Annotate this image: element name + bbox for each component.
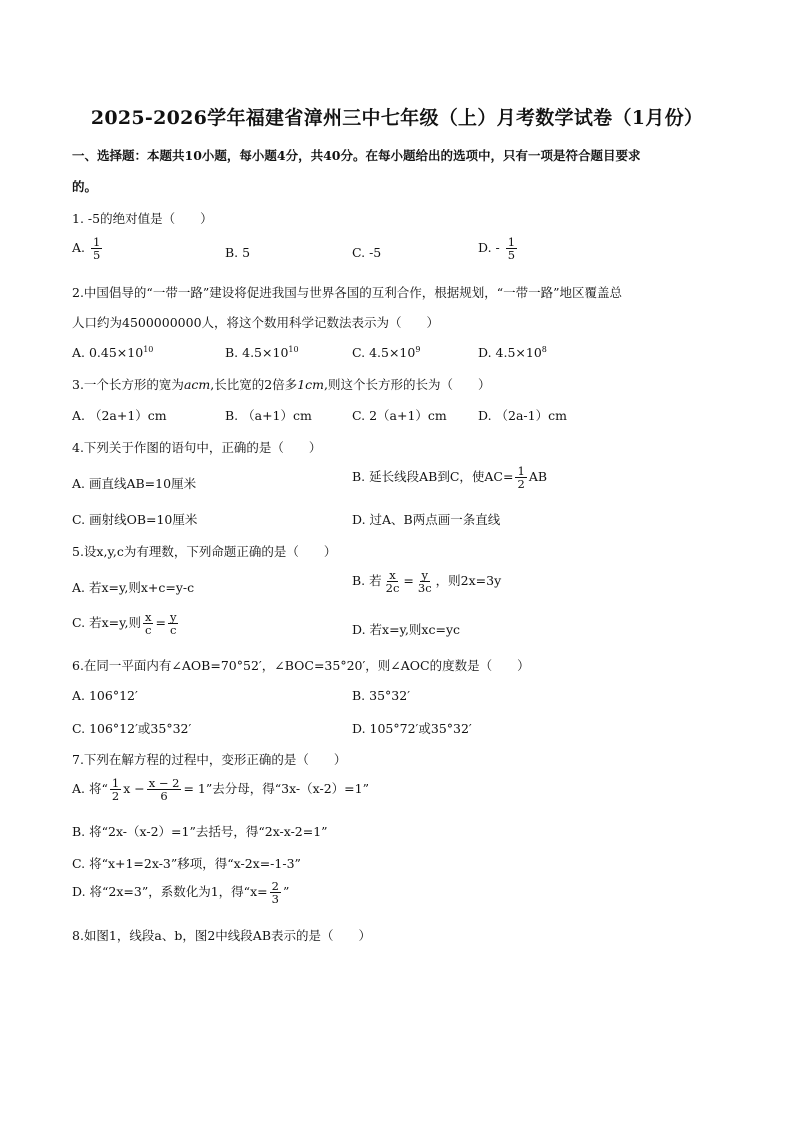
q2-b-exp: 10 [288,344,299,354]
q5-c-frac1 [143,611,154,636]
q2-b-text: B. 4.5×10 [225,345,289,360]
q7-a-d2: 6 [160,789,168,804]
q3-option-b: B. （a+1）cm [225,408,312,423]
q5-b-d1: 2c [385,581,400,596]
q1-a-num: 1 [93,235,101,249]
question-4-stem: 4.下列关于作图的语句中，正确的是（ ） [72,440,322,455]
q7-option-c: C. 将“x+1=2x-3”移项，得“x-2x=-1-3” [72,856,301,871]
q5-b-frac1 [384,569,402,594]
q5-c-pre: C. 若x=y,则 [72,615,141,631]
question-2-stem-line2: 人口约为4500000000人，将这个数用科学记数法表示为（ ） [72,315,440,330]
q5-option-a: A. 若x=y,则x+c=y-c [72,580,195,595]
q7-d-pre: D. 将“2x=3”，系数化为1，得“x= [72,884,268,900]
q1-option-d [478,236,519,261]
q2-a-exp: 10 [143,344,154,354]
q2-option-a [72,345,153,360]
q2-c-text: C. 4.5×10 [352,345,416,360]
q5-b-n1: x [389,568,396,582]
q3-stem-part-a: 3.一个长方形的宽为 [72,377,184,392]
q4-option-a: A. 画直线AB=10厘米 [72,476,197,491]
q4-option-c: C. 画射线OB=10厘米 [72,512,198,527]
q3-option-c: C. 2（a+1）cm [352,408,447,423]
q3-stem-unit: 1cm [297,377,324,392]
q5-b-n2: y [421,568,429,582]
q4-b-fraction [515,465,526,490]
q5-c-n1: x [144,610,152,624]
q7-d-den: 3 [271,892,279,907]
q6-option-d: D. 105°72′或35°32′ [352,721,472,736]
q1-option-a [72,236,104,261]
q6-option-a: A. 106°12′ [72,688,138,703]
q2-d-text: D. 4.5×10 [478,345,542,360]
q7-d-fraction [270,880,281,905]
q2-a-text: A. 0.45×10 [72,345,144,360]
question-1-stem: 1. -5的绝对值是（ ） [72,211,213,226]
q4-b-num: 1 [517,464,525,478]
section-heading-line1: 一、选择题：本题共10小题，每小题4分，共40分。在每小题给出的选项中，只有一项是符合题目要求 [72,148,641,163]
q4-option-b [352,465,547,490]
q2-option-d [478,345,547,360]
q5-option-b [352,569,501,594]
q5-b-frac2 [416,569,434,594]
q5-b-d2: 3c [417,581,432,596]
q3-stem-part-b: ,长比宽的2倍多 [210,377,298,392]
question-6-stem: 6.在同一平面内有∠AOB=70°52′，∠BOC=35°20′，则∠AOC的度数是（ ） [72,658,530,673]
q7-a-frac1 [110,777,121,802]
q1-option-c: C. -5 [352,245,382,260]
q5-b-post: ，则2x=3y [435,573,502,589]
q7-a-mid: x − [123,781,145,797]
q3-stem-part-c: ,则这个长方形的长为（ ） [324,377,491,392]
q5-option-c [72,611,180,636]
q7-d-post: ” [282,884,290,900]
q7-a-pre: A. 将“ [72,781,108,797]
question-5-stem: 5.设x,y,c为有理数，下列命题正确的是（ ） [72,544,337,559]
q5-b-eq: = [403,573,414,589]
question-2-stem-line1: 2.中国倡导的“一带一路”建设将促进我国与世界各国的互利合作，根据规划，“一带一路”地区覆盖总 [72,285,622,300]
q2-option-c [352,345,420,360]
q1-option-b: B. 5 [225,245,251,260]
q4-b-post: AB [528,469,548,485]
q4-b-den: 2 [517,477,525,492]
q1-a-label: A. [72,240,86,256]
q1-a-den: 5 [93,248,101,263]
q3-stem-var: acm [183,377,211,392]
q4-b-pre: B. 延长线段AB到C，使AC= [352,469,514,485]
page-title: 2025-2026学年福建省漳州三中七年级（上）月考数学试卷（1月份） [90,107,704,129]
q7-a-frac2 [147,777,182,802]
q6-option-c: C. 106°12′或35°32′ [72,721,192,736]
q7-a-n1: 1 [111,776,120,790]
question-8-stem: 8.如图1，线段a、b，图2中线段AB表示的是（ ） [72,928,371,943]
q2-d-exp: 8 [541,344,547,354]
q1-d-num: 1 [507,235,516,249]
q7-d-num: 2 [271,879,279,893]
q5-c-n2: y [169,610,177,624]
q1-d-fraction [506,236,517,261]
q7-option-a [72,777,369,802]
q5-c-eq: = [155,615,166,631]
q7-option-d [72,880,289,905]
q3-option-d: D. （2a-1）cm [478,408,567,423]
q2-c-exp: 9 [415,344,421,354]
question-7-stem: 7.下列在解方程的过程中，变形正确的是（ ） [72,752,347,767]
q1-a-fraction [91,236,102,261]
q5-b-pre: B. 若 [352,573,382,589]
q3-option-a: A. （2a+1）cm [72,408,167,423]
q7-a-d1: 2 [111,789,120,804]
q1-d-label: D. - [478,240,500,256]
q4-option-d: D. 过A、B两点画一条直线 [352,512,501,527]
q5-option-d: D. 若x=y,则xc=yc [352,622,461,637]
q6-option-b: B. 35°32′ [352,688,411,703]
section-heading-line2: 的。 [72,179,98,194]
q5-c-d2: c [169,623,177,638]
q7-a-post: = 1”去分母，得“3x-（x-2）=1” [183,781,369,797]
q5-c-frac2 [168,611,179,636]
q7-option-b: B. 将“2x-（x-2）=1”去括号，得“2x-x-2=1” [72,824,328,839]
q2-option-b [225,345,299,360]
q5-c-d1: c [144,623,152,638]
q7-a-n2: x − 2 [148,776,180,790]
question-3-stem [72,375,490,393]
q1-d-den: 5 [507,248,516,263]
